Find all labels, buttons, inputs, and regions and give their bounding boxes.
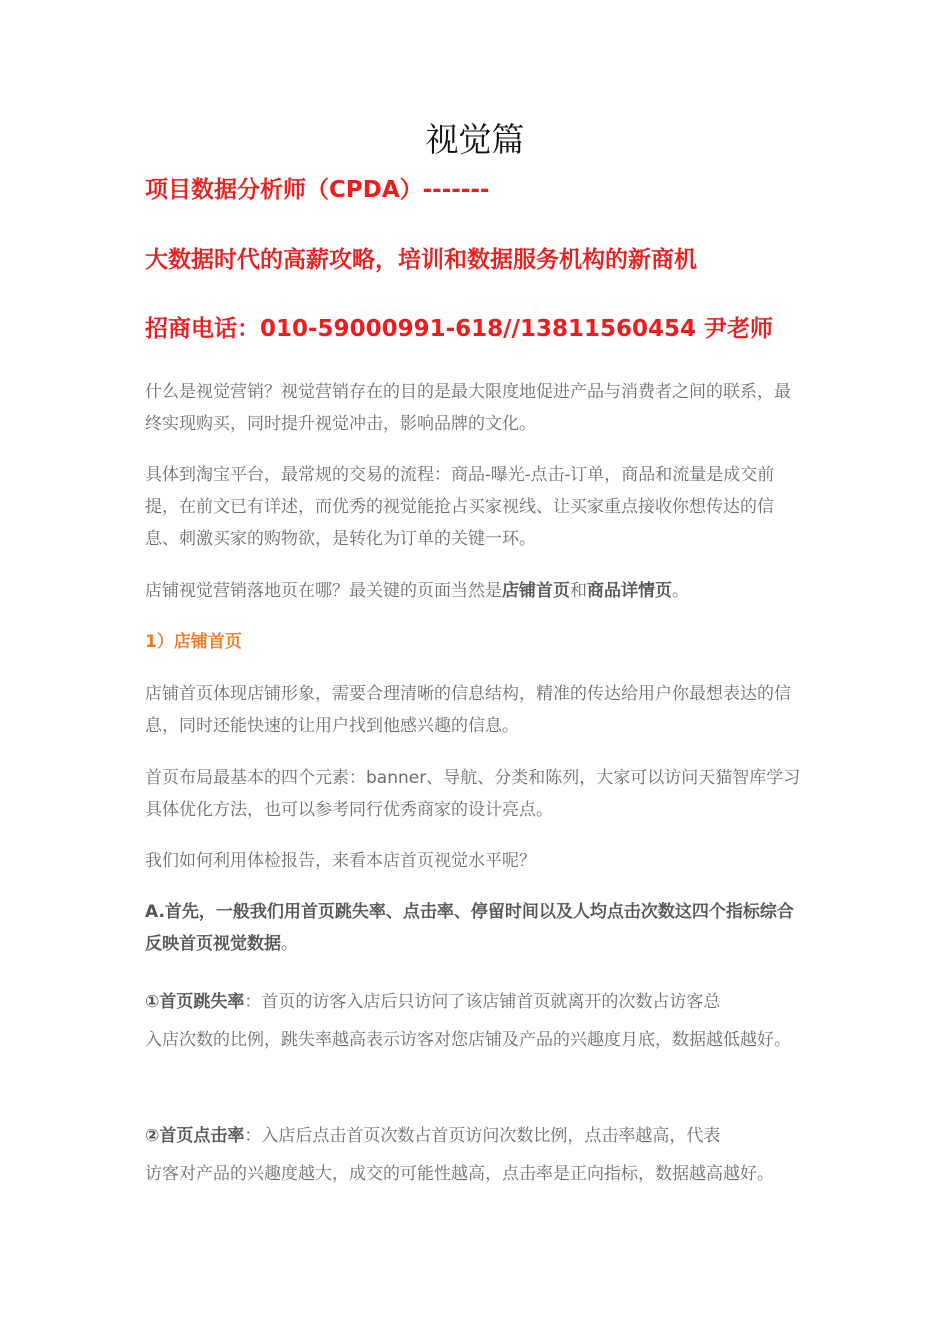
metric-click-rate <box>145 1114 805 1190</box>
metric-click-rate-label: ②首页点击率 <box>145 1126 245 1146</box>
paragraph-question: 我们如何利用体检报告，来看本店首页视觉水平呢？ <box>145 851 536 871</box>
paragraph-store-home: 店铺首页体现店铺形象，需要合理清晰的信息结构，精准的传达给用户你最想表达的信息，同时还能快速的让用户找到他感兴趣的信息。 <box>145 684 791 736</box>
paragraph-metrics-intro <box>145 896 805 960</box>
metric-click-rate-colon: ： <box>244 1126 262 1146</box>
landing-text-middle: 和 <box>570 581 587 601</box>
metric-click-rate-first-line <box>145 1114 805 1158</box>
metrics-intro-after: 。 <box>281 934 298 954</box>
metric-bounce-rate-rest: 入店次数的比例，跳失率越高表示访客对您店铺及产品的兴趣度月底，数据越低越好。 <box>145 1030 791 1050</box>
paragraph-visual-marketing: 什么是视觉营销？视觉营销存在的目的是最大限度地促进产品与消费者之间的联系，最终实现购买，同时提升视觉冲击，影响品牌的文化。 <box>145 382 791 434</box>
landing-bold-home: 店铺首页 <box>502 581 570 601</box>
section-heading-store-home: 1）店铺首页 <box>145 632 242 652</box>
page-title: 视觉篇 <box>425 120 525 159</box>
landing-text-after: 。 <box>672 581 689 601</box>
layout-text-before: 首页布局最基本的四个元素： <box>145 768 366 788</box>
metric-click-rate-rest: 访客对产品的兴趣度越大，成交的可能性越高，点击率是正向指标，数据越高越好。 <box>145 1164 774 1184</box>
metric-bounce-rate-first-line <box>145 980 805 1024</box>
paragraph-landing-pages <box>145 575 805 607</box>
layout-text-banner: banner <box>366 768 427 788</box>
header-line-phone: 招商电话：010-59000991-618//13811560454 尹老师 <box>145 316 773 342</box>
landing-text-before: 店铺视觉营销落地页在哪？最关键的页面当然是 <box>145 581 502 601</box>
paragraph-home-layout <box>145 762 805 826</box>
header-line-slogan: 大数据时代的高薪攻略，培训和数据服务机构的新商机 <box>145 247 697 273</box>
metric-bounce-rate-label: ①首页跳失率 <box>145 992 245 1012</box>
landing-bold-detail: 商品详情页 <box>587 581 672 601</box>
metric-click-rate-text: 入店后点击首页次数占首页访问次数比例，点击率越高，代表 <box>261 1126 721 1146</box>
paragraph-taobao-flow: 具体到淘宝平台，最常规的交易的流程：商品-曝光-点击-订单，商品和流量是成交前提，在前文已有详述，而优秀的视觉能抢占买家视线、让买家重点接收你想传达的信息、刺激买家的购物欲，是转化为订单的关键一环。 <box>145 465 775 549</box>
metric-bounce-rate-text: 首页的访客入店后只访问了该店铺首页就离开的次数占访客总 <box>261 992 721 1012</box>
metric-bounce-rate-colon: ： <box>244 992 262 1012</box>
metric-bounce-rate <box>145 980 805 1056</box>
header-line-cpda: 项目数据分析师（CPDA）------- <box>145 177 490 203</box>
layout-text-after: 、导航、分类和陈列，大家可以访问天猫智库学习具体优化方法，也可以参考同行优秀商家的设计亮点。 <box>145 768 801 820</box>
metrics-intro-bold: A.首先，一般我们用首页跳失率、点击率、停留时间以及人均点击次数这四个指标综合反映首页视觉数据 <box>145 902 794 954</box>
